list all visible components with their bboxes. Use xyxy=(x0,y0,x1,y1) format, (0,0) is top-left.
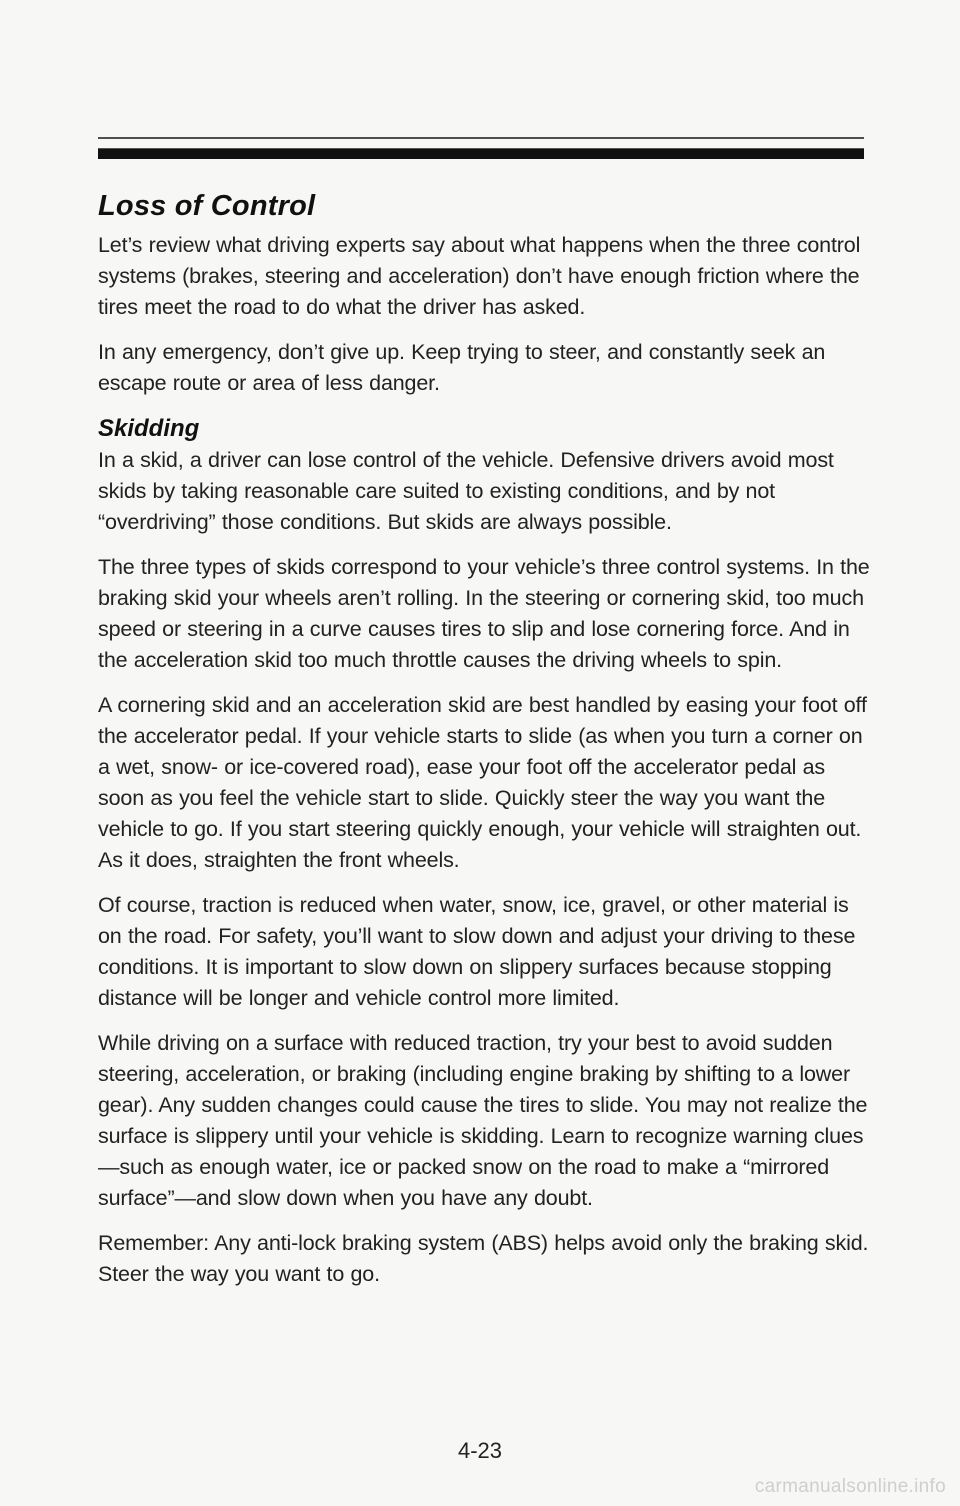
paragraph: Let’s review what driving experts say about what happens when the three control systems (brakes, steering and acceleration) don’t have enough friction where the tires meet the road to do what the driver has asked. xyxy=(98,233,861,319)
watermark: carmanualsonline.info xyxy=(754,1476,946,1497)
paragraph: While driving on a surface with reduced traction, try your best to avoid sudden steering, acceleration, or braking (including engine braking by shifting to a lower gear). Any sudden changes could cause the tires to slide. You may not realize the surface is slippery until your vehicle is skidding. Learn to recognize warning clues—such as enough water, ice or packed snow on the road to make a “mirrored surface”—and slow down when you have any doubt. xyxy=(98,1031,868,1210)
paragraph: The three types of skids correspond to your vehicle’s three control systems. In the braking skid your wheels aren’t rolling. In the steering or cornering skid, too much speed or steering in a curve causes tires to slip and lose cornering force. And in the acceleration skid too much throttle causes the driving wheels to spin. xyxy=(98,555,870,672)
page-number: 4-23 xyxy=(457,1438,503,1463)
subsection-title: Skidding xyxy=(98,415,200,442)
page-content xyxy=(98,186,876,1304)
section-title: Loss of Control xyxy=(98,190,316,222)
paragraph: Remember: Any anti-lock braking system (ABS) helps avoid only the braking skid. Steer the way you want to go. xyxy=(98,1231,869,1286)
paragraph: In a skid, a driver can lose control of the vehicle. Defensive drivers avoid most skids by taking reasonable care suited to existing conditions, and by not “overdriving” those conditions. But skids are always possible. xyxy=(98,448,834,534)
paragraph: A cornering skid and an acceleration skid are best handled by easing your foot off the accelerator pedal. If your vehicle starts to slide (as when you turn a corner on a wet, snow- or ice-covered road), ease your foot off the accelerator pedal as soon as you feel the vehicle start to slide. Quickly steer the way you want the vehicle to go. If you start steering quickly enough, your vehicle will straighten out. As it does, straighten the front wheels. xyxy=(98,693,867,872)
paragraph: Of course, traction is reduced when water, snow, ice, gravel, or other material is on the road. For safety, you’ll want to slow down and adjust your driving to these conditions. It is important to slow down on slippery surfaces because stopping distance will be longer and vehicle control more limited. xyxy=(98,893,856,1010)
paragraph: In any emergency, don’t give up. Keep trying to steer, and constantly seek an escape route or area of less danger. xyxy=(98,340,826,395)
header-rule xyxy=(98,148,864,159)
